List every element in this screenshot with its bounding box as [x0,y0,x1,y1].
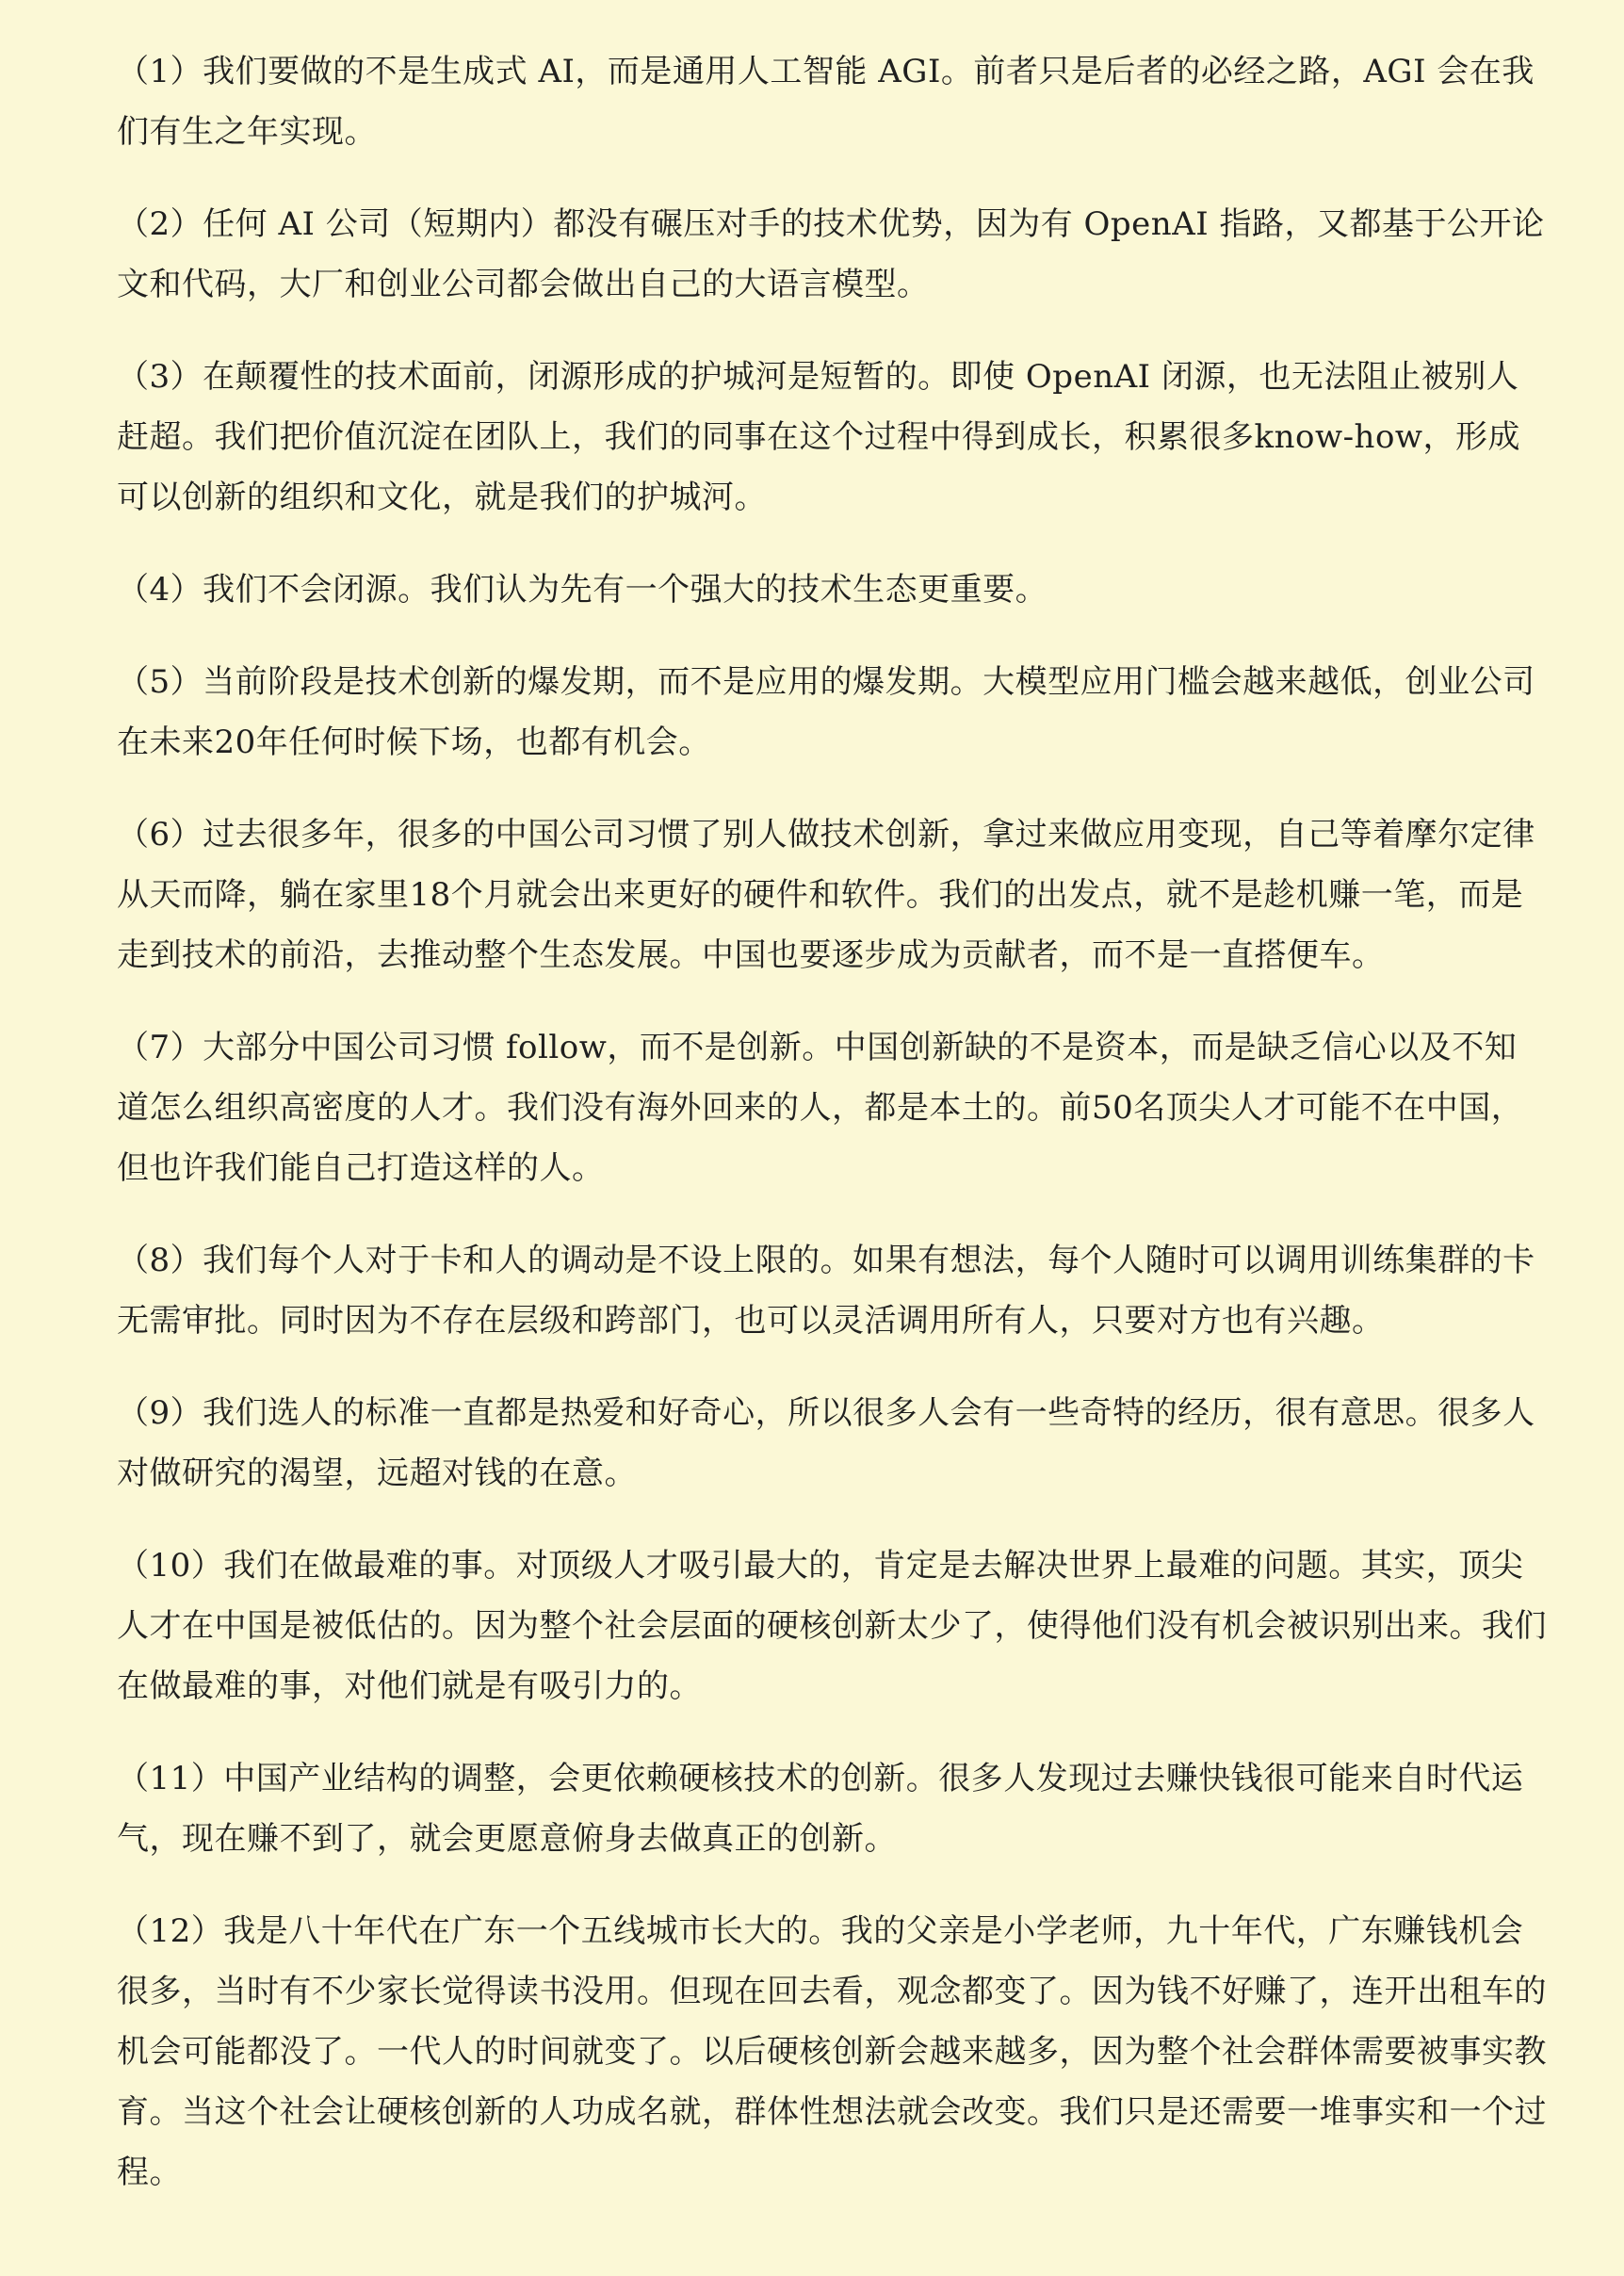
paragraph-1: （1）我们要做的不是生成式 AI，而是通用人工智能 AGI。前者只是后者的必经之路，AGI 会在我们有生之年实现。 [117,53,1535,151]
paragraph-8: （8）我们每个人对于卡和人的调动是不设上限的。如果有想法，每个人随时可以调用训练集群的卡无需审批。同时因为不存在层级和跨部门，也可以灵活调用所有人，只要对方也有兴趣。 [117,1242,1535,1340]
paragraph-10: （10）我们在做最难的事。对顶级人才吸引最大的，肯定是去解决世界上最难的问题。其实，顶尖人才在中国是被低估的。因为整个社会层面的硬核创新太少了，使得他们没有机会被识别出来。我们在做最难的事，对他们就是有吸引力的。 [117,1547,1547,1705]
paragraph-3: （3）在颠覆性的技术面前，闭源形成的护城河是短暂的。即使 OpenAI 闭源，也无法阻止被别人赶超。我们把价值沉淀在团队上，我们的同事在这个过程中得到成长，积累很多know-how，形成可以创新的组织和文化，就是我们的护城河。 [117,358,1521,516]
paragraph-9: （9）我们选人的标准一直都是热爱和好奇心，所以很多人会有一些奇特的经历，很有意思。很多人对做研究的渴望，远超对钱的在意。 [117,1394,1535,1492]
paragraph-5: （5）当前阶段是技术创新的爆发期，而不是应用的爆发期。大模型应用门槛会越来越低，创业公司在未来20年任何时候下场，也都有机会。 [117,663,1535,761]
article-body [117,41,1549,2235]
paragraph-4: （4）我们不会闭源。我们认为先有一个强大的技术生态更重要。 [117,571,1048,609]
paragraph-6: （6）过去很多年，很多的中国公司习惯了别人做技术创新，拿过来做应用变现，自己等着摩尔定律从天而降，躺在家里18个月就会出来更好的硬件和软件。我们的出发点，就不是趁机赚一笔，而是走到技术的前沿，去推动整个生态发展。中国也要逐步成为贡献者，而不是一直搭便车。 [117,816,1535,974]
paragraph-12: （12）我是八十年代在广东一个五线城市长大的。我的父亲是小学老师，九十年代，广东赚钱机会很多，当时有不少家长觉得读书没用。但现在回去看，观念都变了。因为钱不好赚了，连开出租车的机会可能都没了。一代人的时间就变了。以后硬核创新会越来越多，因为整个社会群体需要被事实教育。当这个社会让硬核创新的人功成名就，群体性想法就会改变。我们只是还需要一堆事实和一个过程。 [117,1912,1547,2191]
paragraph-7: （7）大部分中国公司习惯 follow，而不是创新。中国创新缺的不是资本，而是缺乏信心以及不知道怎么组织高密度的人才。我们没有海外回来的人，都是本土的。前50名顶尖人才可能不在中国，但也许我们能自己打造这样的人。 [117,1029,1524,1187]
paragraph-11: （11）中国产业结构的调整，会更依赖硬核技术的创新。很多人发现过去赚快钱很可能来自时代运气，现在赚不到了，就会更愿意俯身去做真正的创新。 [117,1760,1524,1858]
paragraph-2: （2）任何 AI 公司（短期内）都没有碾压对手的技术优势，因为有 OpenAI 指路，又都基于公开论文和代码，大厂和创业公司都会做出自己的大语言模型。 [117,205,1545,303]
